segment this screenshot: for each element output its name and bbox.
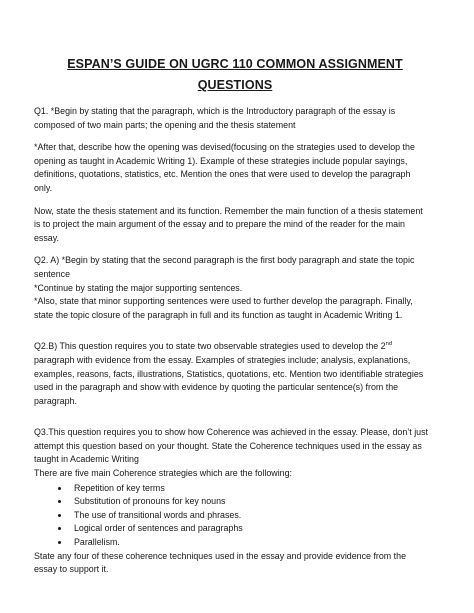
q1-opening-paragraph: *After that, describe how the opening was devised(focusing on the strategies used to develop the opening as taught in Academic Writing 1). Example of these strategies include popular sayings, definitions, quotations, statistics, etc. Mention the ones that were used to develop the paragraph only. <box>34 142 415 193</box>
q2b-text-end: paragraph with evidence from the essay. Examples of strategies include; analysis, explanations, examples, reasons, facts, illustrations, Statistics, quotations, etc. Mention two identifiable strategies used in the paragraph and show with evidence by quoting the particular sentence(s) from the paragraph. <box>34 354 424 406</box>
q3-intro: Q3.This question requires you to show how Coherence was achieved in the essay. Please, don’t just attempt this question based on your thought. State the Coherence techniques used in the essay as taught in Academic Writing <box>34 427 429 465</box>
q3-closing: State any four of these coherence techniques used in the essay and provide evidence from the essay to support it. <box>34 550 407 575</box>
list-item: • Repetition of key terms <box>70 482 430 496</box>
list-item: • Logical order of sentences and paragraphs <box>70 522 430 536</box>
title-line-1: ESPAN’S GUIDE ON UGRC 110 COMMON ASSIGNMENT <box>67 57 403 71</box>
document-title <box>40 54 430 96</box>
list-item: • Parallelism. <box>70 536 430 550</box>
q3-lead: There are five main Coherence strategies which are the following: <box>34 468 292 479</box>
title-line-2: QUESTIONS <box>197 78 273 92</box>
q1-thesis-paragraph: Now, state the thesis statement and its function. Remember the main function of a thesis statement is to project the main argument of the essay and to prepare the mind of the reader for the main essay. <box>34 205 423 243</box>
list-item: • The use of transitional words and phrases. <box>70 509 430 523</box>
q2b-text-start: Q2.B) This question requires you to state two observable strategies used to develop the 2 <box>34 341 386 352</box>
coherence-strategies-list <box>34 482 430 550</box>
list-item: • Substitution of pronouns for key nouns <box>70 495 430 509</box>
q2a-supporting: *Continue by stating the major supporting sentences. <box>34 282 243 293</box>
q2b-ordinal-superscript: nd <box>385 341 393 348</box>
q2a-intro: Q2. A) *Begin by stating that the second paragraph is the first body paragraph and state the topic sentence <box>34 255 415 279</box>
q2a-closure: *Also, state that minor supporting sentences were used to further develop the paragraph. Finally, state the topic closure of the paragraph in full and its function as taught in Academic Writing 1. <box>34 296 413 320</box>
q2b-paragraph <box>34 340 430 408</box>
q1-paragraph: Q1. *Begin by stating that the paragraph, which is the Introductory paragraph of the essay is composed of two main parts; the opening and the thesis statement <box>34 106 396 130</box>
